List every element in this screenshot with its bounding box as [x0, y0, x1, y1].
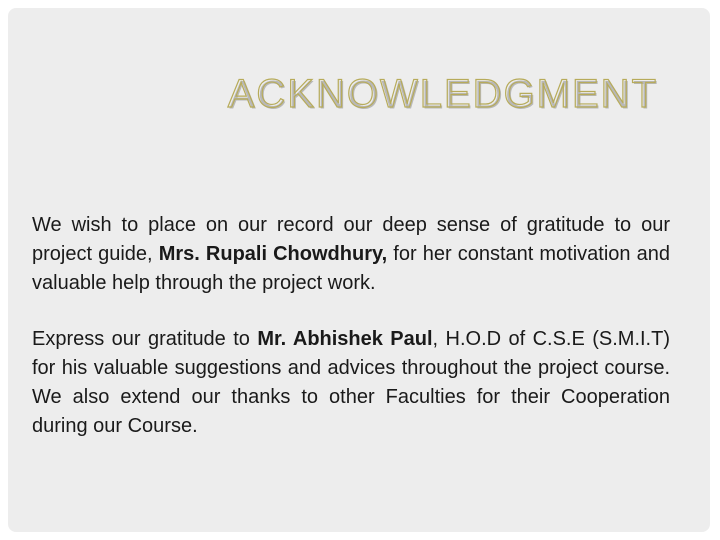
paragraph1-text-start: We wish to place on our record our deep sense of gratitude to our project guide,: [32, 214, 670, 265]
slide-title: ACKNOWLEDGMENT: [227, 72, 658, 116]
paragraph-guide-thanks: [32, 211, 670, 298]
slide-body: [32, 211, 670, 468]
slide: [8, 8, 710, 532]
paragraph2-text-start: Express our gratitude to: [32, 328, 258, 350]
paragraph-hod-thanks: [32, 325, 670, 441]
hod-name: Mr. Abhishek Paul: [257, 328, 433, 350]
paragraph2-text-end: , H.O.D of C.S.E (S.M.I.T) for his valuable suggestions and advices throughout the project course. We also extend our thanks to other Faculties for their Cooperation during our Course.: [32, 328, 670, 437]
guide-name: Mrs. Rupali Chowdhury,: [158, 243, 388, 265]
paragraph1-text-end: for her constant motivation and valuable help through the project work.: [32, 243, 670, 294]
